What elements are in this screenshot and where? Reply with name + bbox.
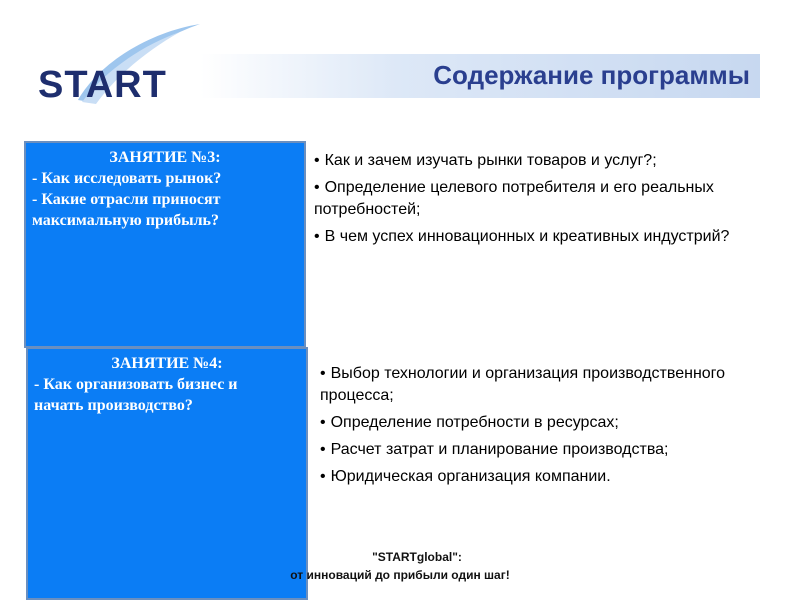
lesson-3-question-1: - Как исследовать рынок? — [32, 170, 222, 187]
logo-wordmark: START — [38, 64, 167, 106]
lesson-4-bullet-list — [320, 363, 780, 493]
bullet-icon: • — [320, 468, 326, 485]
list-item — [320, 466, 780, 488]
lesson-4-heading: ЗАНЯТИЕ №4: — [111, 355, 223, 372]
start-logo-graphic — [30, 22, 200, 112]
lesson-4-question-1: - Как организовать бизнес и — [34, 376, 238, 393]
bullet-text: Определение потребности в ресурсах; — [330, 414, 619, 431]
list-item — [320, 412, 780, 434]
bullet-icon: • — [314, 152, 320, 169]
lesson-3-heading: ЗАНЯТИЕ №3: — [109, 149, 221, 166]
list-item — [320, 363, 780, 407]
bullet-icon: • — [320, 441, 326, 458]
bullet-text: Юридическая организация компании. — [330, 468, 611, 485]
list-item — [314, 177, 754, 221]
lesson-4-question-1-cont: начать производство? — [34, 397, 193, 414]
bullet-icon: • — [314, 228, 320, 245]
list-item — [314, 150, 754, 172]
footer-line-1: "STARTglobal": — [372, 550, 462, 564]
bullet-text: Как и зачем изучать рынки товаров и услуг?; — [324, 152, 657, 169]
list-item — [320, 439, 780, 461]
start-logo — [30, 22, 200, 112]
bullet-text: Расчет затрат и планирование производства; — [330, 441, 669, 458]
footer-line-2: от инноваций до прибыли один шаг! — [290, 568, 510, 582]
bullet-icon: • — [320, 365, 326, 382]
footer-slogan — [200, 548, 600, 584]
list-item — [314, 226, 754, 248]
lesson-3-question-2: - Какие отрасли приносят — [32, 191, 221, 208]
bullet-icon: • — [320, 414, 326, 431]
bullet-text: Выбор технологии и организация производственного процесса; — [320, 365, 726, 404]
page-title: Содержание программы — [433, 60, 750, 90]
title-bar — [200, 54, 760, 98]
bullet-icon: • — [314, 179, 320, 196]
bullet-text: В чем успех инновационных и креативных индустрий? — [324, 228, 730, 245]
lesson-3-question-2-cont: максимальную прибыль? — [32, 212, 220, 229]
lesson-3-bullet-list — [314, 150, 754, 253]
bullet-text: Определение целевого потребителя и его реальных потребностей; — [314, 179, 714, 218]
lesson-3-box — [24, 141, 306, 348]
